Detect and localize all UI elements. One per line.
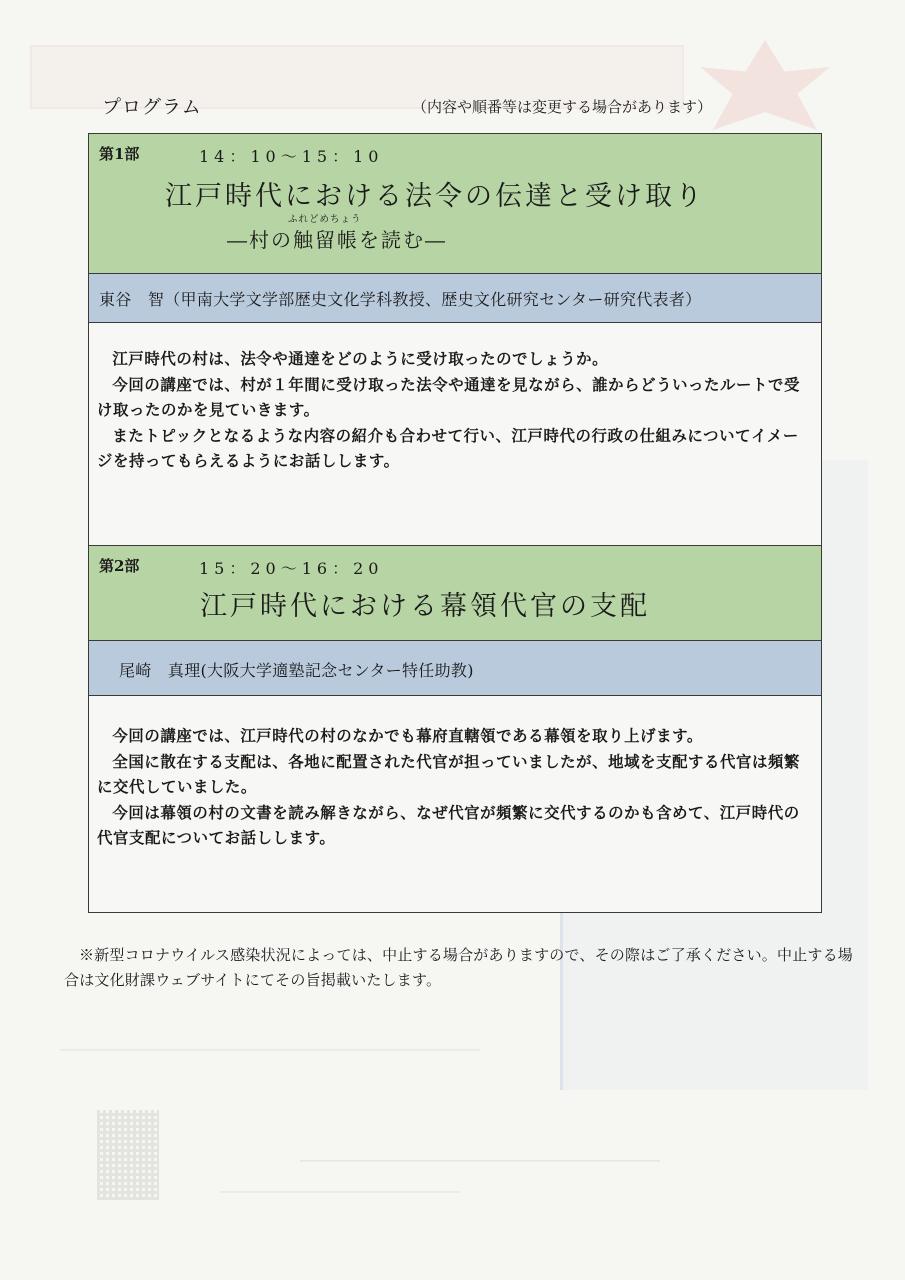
session-1-title: 江戸時代における法令の伝達と受け取り [165, 181, 705, 212]
session-1-time: 14：10〜15：10 [199, 147, 384, 166]
bleed-through-text: ―――――――――――――――――――― [300, 1150, 660, 1171]
program-title: プログラム [102, 96, 202, 118]
session-2-paragraph: 全国に散在する支配は、各地に配置された代官が担っていましたが、地域を支配する代官は頻繁に交代していました。 [97, 752, 800, 796]
session-1-paragraph: またトピックとなるような内容の紹介も合わせて行い、江戸時代の行政の仕組みについてイメージを持ってもらえるようにお話しします。 [97, 426, 799, 470]
program-header [100, 92, 770, 122]
covid-notice-text: ※新型コロナウイルス感染状況によっては、中止する場合がありますので、その際はご了承ください。中止する場合は文化財課ウェブサイトにてその旨掲載いたします。 [64, 946, 854, 989]
session-2-title: 江戸時代における幕領代官の支配 [200, 591, 650, 622]
session-1-paragraph: 江戸時代の村は、法令や通達をどのように受け取ったのでしょうか。 [112, 350, 609, 368]
session-1-title-band [89, 134, 821, 274]
session-2-speaker-band [89, 641, 821, 696]
session-1-description [89, 323, 821, 546]
session-1-speaker-band [89, 274, 821, 323]
covid-notice [64, 943, 864, 993]
bleed-through-text: ―――――――――――――――――――――――――――― [60, 1040, 480, 1058]
session-1-subtitle: ―村の触留帳を読む― [227, 228, 447, 252]
session-2 [88, 545, 822, 913]
session-1-paragraph: 今回の講座では、村が１年間に受け取った法令や通達を見ながら、誰からどういったルートで受け取ったのかを見ていきます。 [97, 375, 800, 419]
session-2-paragraph: 今回は幕領の村の文書を読み解きながら、なぜ代官が頻繁に交代するのかも含めて、江戸時代の代官支配についてお話しします。 [97, 803, 800, 847]
session-2-time: 15：20〜16：20 [199, 559, 384, 578]
session-2-description [89, 696, 821, 912]
session-1-ruby: ふれどめちょう [288, 214, 362, 225]
session-1-part-label: 第1部 [99, 145, 140, 163]
session-2-title-band [89, 546, 821, 641]
session-2-speaker: 尾崎 真理(大阪大学適塾記念センター特任助教) [119, 661, 474, 680]
bleed-through-qr-code [97, 1110, 159, 1200]
session-1-speaker: 東谷 智（甲南大学文学部歴史文化学科教授、歴史文化研究センター研究代表者） [99, 290, 702, 309]
session-1 [88, 133, 822, 546]
session-2-part-label: 第2部 [99, 557, 140, 575]
bleed-through-text: ―――――――――――――――― [220, 1182, 460, 1200]
program-change-note: （内容や順番等は変更する場合があります） [412, 98, 713, 116]
session-2-paragraph: 今回の講座では、江戸時代の村のなかでも幕府直轄領である幕領を取り上げます。 [112, 727, 703, 745]
